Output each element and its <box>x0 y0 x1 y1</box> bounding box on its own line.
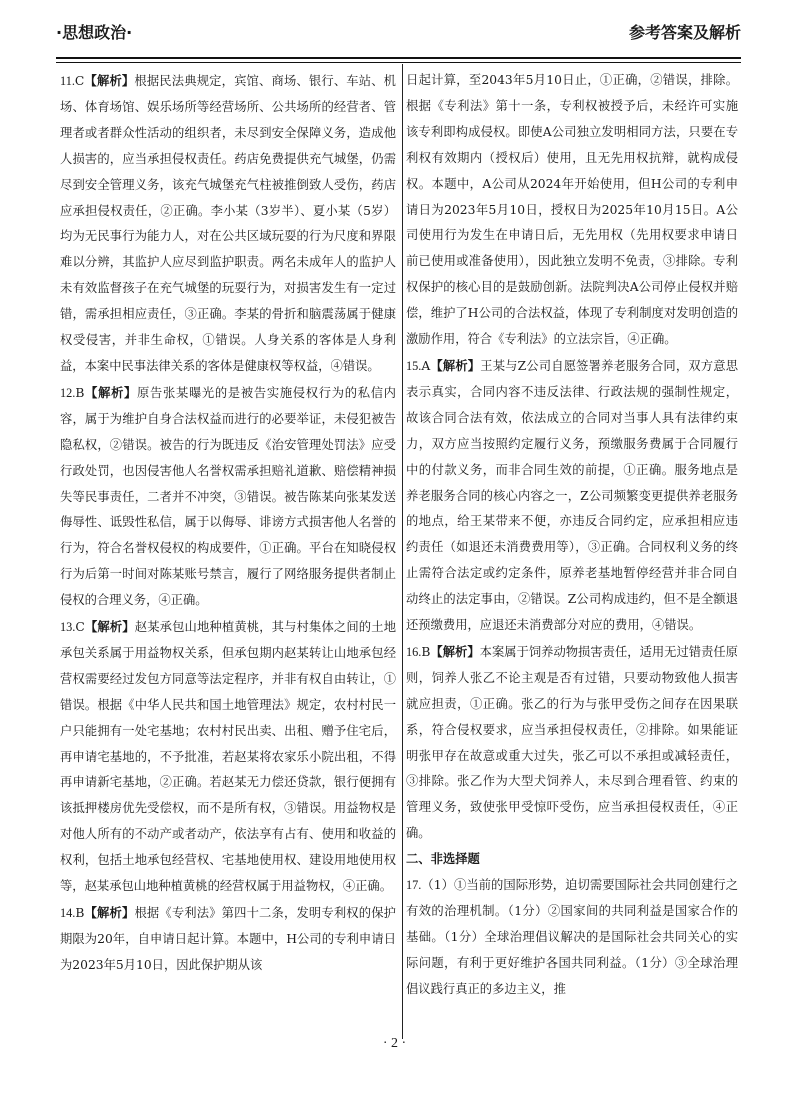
answer-choice: A <box>421 358 431 373</box>
right-column <box>406 68 738 1003</box>
subject-label: ·思想政治· <box>56 23 133 42</box>
analysis-tag: 【解析】 <box>430 357 481 373</box>
analysis-text: 赵某承包山地种植黄桃，其与村集体之间的土地承包关系属于用益物权关系，但承包期内赵某转让山地承包经营权需要经过发包方同意等法定程序，并非有权自由转让，①错误。根据《中华人民共和国土地管理法》规定，农村村民一户只能拥有一处宅基地；农村村民出卖、出租、赠予住宅后，再申请宅基地的，不予批准，若赵某将农家乐小院出租，不得再申请新宅基地，②正确。若赵某无力偿还贷款，银行便拥有该抵押楼房优先受偿权，而不是所有权，③错误。用益物权是对他人所有的不动产或者动产，依法享有占有、使用和收益的权利，包括土地承包经营权、宅基地使用权、建设用地使用权等，赵某承包山地种植黄桃的经营权属于用益物权，④正确。 <box>60 620 396 894</box>
analysis-tag: 【解析】 <box>84 384 138 400</box>
answer-choice: C <box>74 74 85 88</box>
analysis-tag: 【解析】 <box>84 73 135 88</box>
answer-item <box>60 68 396 380</box>
analysis-text: （1）①当前的国际形势，迫切需要国际社会共同创建行之有效的治理机制。（1分）②国家间的共同利益是国家合作的基础。（1分）全球治理倡议解决的是国际社会共同关心的实际问题，有利于更好维护各国共同利益。（1分）③全球治理倡议践行真正的多边主义，推 <box>406 878 738 996</box>
item-number: 11. <box>60 74 75 88</box>
item-number: 16. <box>406 644 422 659</box>
answer-item <box>60 900 396 979</box>
analysis-text: 原告张某曝光的是被告实施侵权行为的私信内容，属于为维护自身合法权益而进行的必要举证，未侵犯被告隐私权，②错误。被告的行为既违反《治安管理处罚法》应受行政处罚，也因侵害他人名誉权需承担赔礼道歉、赔偿精神损失等民事责任，二者并不冲突，③错误。被告陈某向张某发送侮辱性、诋毁性私信，属于以侮辱、诽谤方式损害他人名誉的行为，符合名誉权侵权的构成要件，①正确。平台在知晓侵权行为后第一时间对陈某账号禁言，履行了网络服务提供者制止侵权的合理义务，④正确。 <box>60 385 396 608</box>
left-column <box>60 68 396 979</box>
item-number: 14. <box>60 906 76 920</box>
column-divider <box>402 64 403 1039</box>
answer-item <box>60 614 396 900</box>
answer-item <box>406 353 738 639</box>
analysis-text: 根据民法典规定，宾馆、商场、银行、车站、机场、体育场馆、娱乐场所等经营场所、公共场所的经营者、管理者或者群众性活动的组织者，未尽到安全保障义务，造成他人损害的，应当承担侵权责任。药店免费提供充气城堡，仍需尽到安全管理义务，该充气城堡充气柱被推倒致人受伤，药店应承担侵权责任，②正确。李小某（3岁半）、夏小某（5岁）均为无民事行为能力人，对在公共区域玩耍的行为尺度和界限难以分辨，其监护人应尽到监护职责。两名未成年人的监护人未有效监督孩子在充气城堡的玩耍行为，对损害发生有一定过错，需承担相应责任，③正确。李某的骨折和脑震荡属于健康权受侵害，并非生命权，①错误。人身关系的客体是人身利益，本案中民事法律关系的客体是健康权等权益，④错误。 <box>60 74 396 373</box>
section-title: 二、非选择题 <box>406 852 480 867</box>
analysis-tag: 【解析】 <box>84 905 135 920</box>
analysis-text: 根据《专利法》第四十二条，发明专利权的保护期限为20年，自申请日起计算。本题中，H公司的专利申请日为2023年5月10日，因此保护期从该 <box>60 906 396 972</box>
item-number: 15. <box>406 358 422 373</box>
answer-item <box>60 380 396 614</box>
analysis-tag: 【解析】 <box>84 619 135 635</box>
analysis-text: 王某与Z公司自愿签署养老服务合同，双方意思表示真实，合同内容不违反法律、行政法规的强制性规定，故该合同合法有效，依法成立的合同对当事人具有法律约束力，双方应当按照约定履行义务，预缴服务费属于合同履行中的付款义务，而非合同生效的前提，①正确。服务地点是养老服务合同的核心内容之一，Z公司频繁变更提供养老服务的地点，给王某带来不便，亦违反合同约定，应承担相应违约责任（如退还未消费费用等），③正确。合同权利义务的终止需符合法定或约定条件，原养老基地暂停经营并非合同自动终止的法定事由，②错误。Z公司构成违约，但不是全额退还预缴费用，应退还未消费部分对应的费用，④错误。 <box>406 358 738 633</box>
answer-item <box>406 68 738 353</box>
section-label: 参考答案及解析 <box>628 23 741 42</box>
answer-item <box>406 873 738 1003</box>
page-header <box>56 12 741 48</box>
analysis-text: 本案属于饲养动物损害责任，适用无过错责任原则，饲养人张乙不论主观是否有过错，只要动物致他人损害就应担责，①正确。张乙的行为与张甲受伤之间存在因果联系，符合侵权要求，应当承担侵权责任，②排除。如果能证明张甲存在故意或重大过失，张乙可以不承担或减轻责任，③排除。张乙作为大型犬饲养人，未尽到合理看管、约束的管理义务，致使张甲受惊吓受伤，应当承担侵权责任，④正确。 <box>406 644 738 841</box>
analysis-text: 日起计算，至2043年5月10日止，①正确，②错误，排除。根据《专利法》第十一条，专利权被授予后，未经许可实施该专利即构成侵权。即使A公司独立发明相同方法，只要在专利权有效期内（授权后）使用，且无先用权抗辩，就构成侵权。本题中，A公司从2024年开始使用，但H公司的专利申请日为2023年5月10日，授权日为2025年10月15日。A公司使用行为发生在申请日后，无先用权（先用权要求申请日前已使用或准备使用），因此独立发明不免责，③排除。专利权保护的核心目的是鼓励创新。法院判决A公司停止侵权并赔偿，维护了H公司的合法权益，体现了专利制度对发明创造的激励作用，符合《专利法》的立法宗旨，④正确。 <box>406 73 738 347</box>
item-number: 12. <box>60 385 76 400</box>
page-number: · 2 · <box>382 1036 407 1051</box>
header-rule-thin <box>56 62 741 63</box>
answer-choice: B <box>75 906 85 920</box>
item-number: 17. <box>406 878 422 893</box>
answer-choice: B <box>75 385 85 400</box>
answer-item <box>406 639 738 847</box>
analysis-tag: 【解析】 <box>430 643 480 659</box>
header-rule-thick <box>56 57 741 59</box>
answer-choice: B <box>421 644 431 659</box>
item-number: 13. <box>60 620 76 635</box>
answer-choice: C <box>75 620 85 635</box>
